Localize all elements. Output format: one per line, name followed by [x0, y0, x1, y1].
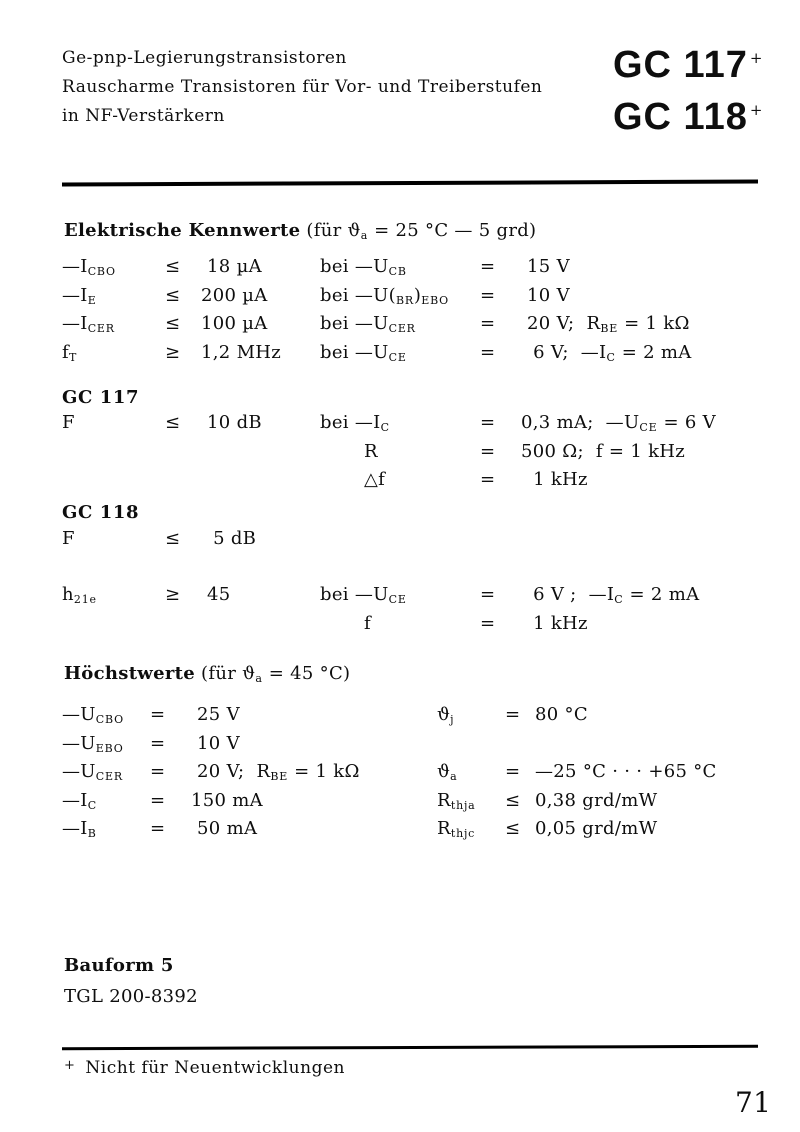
- condition-value-cell: 20 V; $R_{BE} = 1$ kΩ: [515, 313, 690, 336]
- relation-cell: =: [505, 704, 521, 725]
- condition-value-cell: 6 V ; $—I_C = 2$ mA: [515, 584, 700, 606]
- symbol-cell: $f_T$: [62, 341, 78, 364]
- symbol-cell: $h_{21e}$: [62, 584, 97, 606]
- equals-cell: =: [480, 284, 496, 306]
- part-footnote-marker: +: [749, 101, 764, 119]
- table-row: [62, 733, 762, 762]
- table-row: [62, 285, 762, 314]
- symbol-cell: $—I_B$: [62, 818, 97, 841]
- condition-value-cell: 10 V: [515, 284, 570, 306]
- value-cell: 150 mA: [185, 789, 263, 811]
- symbol-cell: $—U_{EBO}$: [62, 732, 124, 755]
- elektrische-kennwerte-table: [62, 256, 762, 370]
- relation-cell: ≤: [505, 818, 521, 840]
- symbol-cell: $R_{thja}$: [437, 789, 476, 812]
- tgl-standard: TGL 200-8392: [64, 986, 198, 1007]
- divider-thick: [62, 179, 758, 186]
- value-cell: 0,05 grd/mW: [535, 818, 658, 840]
- footnote: [64, 1058, 345, 1078]
- section-heading-bold: Höchstwerte: [64, 663, 196, 684]
- relation-cell: ≤: [505, 789, 521, 811]
- value-cell: —25 °C · · · +65 °C: [535, 761, 717, 783]
- equals-cell: =: [150, 704, 166, 725]
- subsection-title-gc117: GC 117: [62, 387, 140, 408]
- gc117-table: [62, 412, 762, 498]
- value-cell: 25 V: [185, 704, 240, 725]
- bauform-label: Bauform 5: [64, 955, 174, 976]
- value-cell: 0,38 grd/mW: [535, 789, 658, 811]
- table-row: [62, 761, 762, 790]
- equals-cell: =: [480, 469, 496, 491]
- gc118-table: [62, 528, 762, 557]
- table-row: [62, 412, 762, 441]
- relation-cell: ≤: [165, 528, 181, 549]
- divider-thin: [62, 1045, 758, 1050]
- symbol-cell: F: [62, 412, 75, 433]
- table-row: [62, 818, 762, 847]
- condition-value-cell: 500 Ω; f = 1 kHz: [515, 440, 686, 462]
- relation-cell: ≥: [165, 584, 181, 605]
- condition-value-cell: 0,3 mA; $—U_{CE} = 6$ V: [515, 412, 716, 434]
- relation-cell: ≤: [165, 284, 181, 306]
- footnote-marker: +: [64, 1058, 76, 1073]
- part-numbers: [613, 36, 763, 140]
- table-row: [62, 469, 762, 498]
- value-cell: 20 V; $R_{BE} = 1$ kΩ: [185, 761, 360, 784]
- bauform-block: [64, 950, 198, 1012]
- symbol-cell: $—I_C$: [62, 789, 97, 812]
- value-cell: 5 dB: [195, 528, 257, 549]
- page-number: 71: [735, 1086, 772, 1119]
- section-heading-condition: (für $ϑ_a = 45$ °C): [195, 663, 351, 685]
- relation-cell: ≤: [165, 313, 181, 335]
- equals-cell: =: [150, 789, 166, 811]
- relation-cell: ≥: [165, 341, 181, 363]
- symbol-cell: $—I_{CBO}$: [62, 256, 116, 278]
- table-row: [62, 342, 762, 371]
- condition-cell: bei $—I_C$: [320, 412, 390, 434]
- condition-cell: f: [364, 612, 371, 634]
- condition-cell: bei $—U(_{BR})_{EBO}$: [320, 284, 449, 307]
- value-cell: 50 mA: [185, 818, 258, 840]
- value-cell: 45: [195, 584, 231, 605]
- part-number-gc117: [613, 36, 763, 88]
- table-row: [62, 613, 762, 642]
- table-row: [62, 313, 762, 342]
- description-line-1: Ge-pnp-Legierungstransistoren: [62, 48, 347, 68]
- equals-cell: =: [150, 761, 166, 783]
- equals-cell: =: [480, 584, 496, 605]
- equals-cell: =: [480, 412, 496, 433]
- part-number-text: GC 117: [613, 44, 748, 86]
- table-row: [62, 790, 762, 819]
- part-number-gc118: [613, 88, 763, 140]
- footnote-text: Nicht für Neuentwicklungen: [85, 1058, 345, 1078]
- section-heading-elektrische-kennwerte: [64, 220, 536, 241]
- table-row: [62, 584, 762, 613]
- value-cell: 80 °C: [535, 704, 588, 725]
- section-heading-hoechstwerte: [64, 663, 350, 684]
- section-heading-condition: (für $ϑ_a = 25$ °C — 5 grd): [300, 220, 537, 242]
- condition-cell: bei $—U_{CER}$: [320, 313, 416, 336]
- product-description: [62, 44, 542, 131]
- symbol-cell: $—U_{CER}$: [62, 761, 123, 784]
- symbol-cell: $—I_E$: [62, 284, 97, 307]
- part-number-text: GC 118: [613, 96, 748, 138]
- symbol-cell: $ϑ_j$: [437, 704, 455, 726]
- symbol-cell: $ϑ_a$: [437, 761, 458, 784]
- equals-cell: =: [480, 440, 496, 462]
- description-line-2: Rauscharme Transistoren für Vor- und Treiberstufen: [62, 77, 543, 97]
- equals-cell: =: [480, 313, 496, 335]
- symbol-cell: $—U_{CBO}$: [62, 704, 124, 726]
- equals-cell: =: [150, 732, 166, 754]
- value-cell: 100 µA: [195, 313, 268, 335]
- condition-cell: bei $—U_{CE}$: [320, 341, 407, 364]
- description-line-3: in NF-Verstärkern: [62, 106, 225, 126]
- table-row: [62, 528, 762, 557]
- condition-cell: R: [364, 440, 378, 462]
- equals-cell: =: [150, 818, 166, 840]
- condition-cell: △f: [364, 469, 386, 491]
- table-row: [62, 256, 762, 285]
- value-cell: 10 dB: [195, 412, 262, 433]
- value-cell: 200 µA: [195, 284, 268, 306]
- symbol-cell: $—I_{CER}$: [62, 313, 115, 336]
- table-row: [62, 704, 762, 733]
- condition-cell: bei $—U_{CE}$: [320, 584, 407, 606]
- symbol-cell: $R_{thjc}$: [437, 818, 476, 841]
- symbol-cell: F: [62, 528, 75, 549]
- subsection-title-gc118: GC 118: [62, 502, 140, 523]
- relation-cell: =: [505, 761, 521, 783]
- condition-value-cell: 1 kHz: [515, 612, 588, 634]
- table-row: [62, 441, 762, 470]
- equals-cell: =: [480, 341, 496, 363]
- hoechstwerte-table: [62, 704, 762, 847]
- part-footnote-marker: +: [749, 49, 764, 67]
- value-cell: 10 V: [185, 732, 240, 754]
- condition-cell: bei $—U_{CB}$: [320, 256, 407, 278]
- condition-value-cell: 15 V: [515, 256, 570, 277]
- section-heading-bold: Elektrische Kennwerte: [64, 220, 301, 241]
- equals-cell: =: [480, 612, 496, 634]
- relation-cell: ≤: [165, 256, 181, 277]
- value-cell: 18 µA: [195, 256, 262, 277]
- relation-cell: ≤: [165, 412, 181, 433]
- condition-value-cell: 6 V; $—I_C = 2$ mA: [515, 341, 692, 364]
- value-cell: 1,2 MHz: [195, 341, 282, 363]
- equals-cell: =: [480, 256, 496, 277]
- h21e-table: [62, 584, 762, 641]
- condition-value-cell: 1 kHz: [515, 469, 588, 491]
